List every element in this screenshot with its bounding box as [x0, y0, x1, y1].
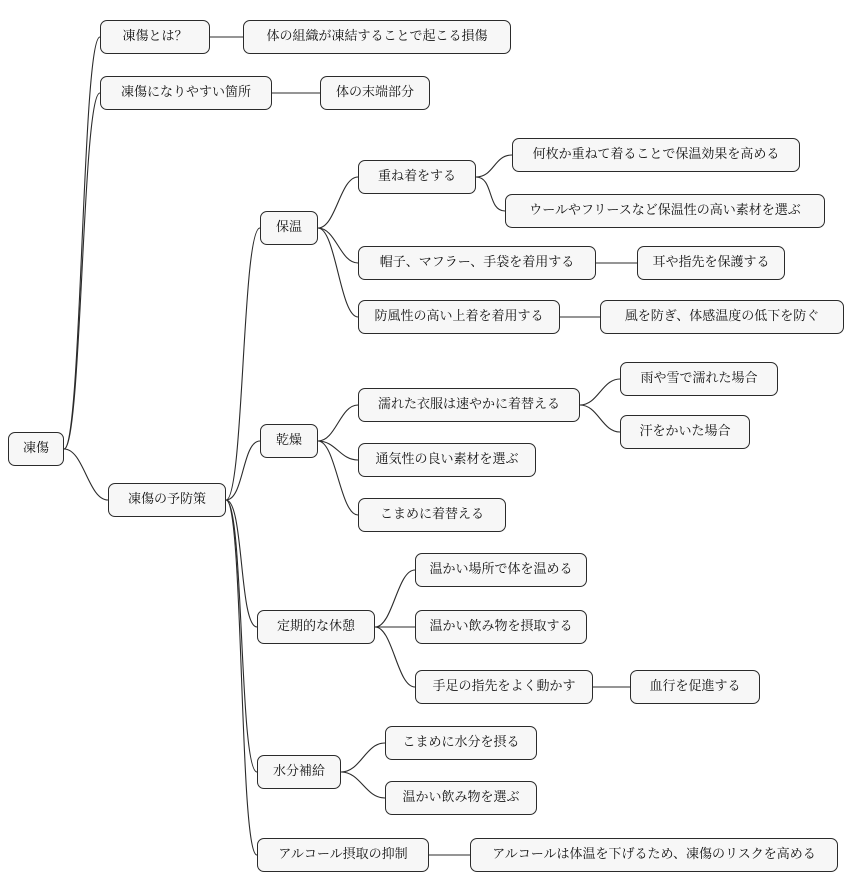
mindmap-node-rest_d1: 温かい場所で体を温める	[415, 553, 587, 587]
mindmap-node-wet_d2: 汗をかいた場合	[620, 415, 750, 449]
mindmap-node-wind_d: 風を防ぎ、体感温度の低下を防ぐ	[600, 300, 844, 334]
mindmap-node-alcohol: アルコール摂取の抑制	[257, 838, 429, 872]
mindmap-edge-prevent-to-water	[226, 500, 257, 772]
mindmap-node-prevent: 凍傷の予防策	[108, 483, 226, 517]
mindmap-node-layer: 重ね着をする	[358, 160, 476, 194]
mindmap-edge-water-to-water_d2	[341, 772, 385, 798]
mindmap-edge-root-to-what	[64, 37, 100, 449]
mindmap-node-wet_d1: 雨や雪で濡れた場合	[620, 362, 778, 396]
mindmap-node-what: 凍傷とは？	[100, 20, 210, 54]
mindmap-node-what_d: 体の組織が凍結することで起こる損傷	[243, 20, 511, 54]
mindmap-edge-prevent-to-alcohol	[226, 500, 257, 855]
mindmap-node-layer_d2: ウールやフリースなど保温性の高い素材を選ぶ	[505, 194, 825, 228]
mindmap-edge-prevent-to-rest	[226, 500, 257, 627]
mindmap-node-area_d: 体の末端部分	[320, 76, 430, 110]
mindmap-node-root: 凍傷	[8, 432, 64, 466]
mindmap-node-wet: 濡れた衣服は速やかに着替える	[358, 388, 580, 422]
mindmap-node-area: 凍傷になりやすい箇所	[100, 76, 272, 110]
mindmap-node-often: こまめに着替える	[358, 498, 506, 532]
mindmap-node-rest_d3_d: 血行を促進する	[630, 670, 760, 704]
mindmap-node-water_d1: こまめに水分を摂る	[385, 726, 537, 760]
mindmap-node-dry: 乾燥	[260, 424, 318, 458]
mindmap-edge-layer-to-layer_d1	[476, 155, 512, 177]
mindmap-edge-wet-to-wet_d2	[580, 405, 620, 432]
mindmap-node-rest_d3: 手足の指先をよく動かす	[415, 670, 593, 704]
mindmap-edge-water-to-water_d1	[341, 743, 385, 772]
mindmap-edge-root-to-area	[64, 93, 100, 449]
mindmap-node-wind: 防風性の高い上着を着用する	[358, 300, 560, 334]
mindmap-node-acc_d: 耳や指先を保護する	[637, 246, 785, 280]
mindmap-node-warm: 保温	[260, 211, 318, 245]
mindmap-node-acc: 帽子、マフラー、手袋を着用する	[358, 246, 596, 280]
mindmap-edge-dry-to-wet	[318, 405, 358, 441]
mindmap-edge-wet-to-wet_d1	[580, 379, 620, 405]
mindmap-edge-rest-to-rest_d1	[375, 570, 415, 627]
mindmap-node-rest: 定期的な休憩	[257, 610, 375, 644]
mindmap-edge-prevent-to-warm	[226, 228, 260, 500]
mindmap-node-breath: 通気性の良い素材を選ぶ	[358, 443, 536, 477]
mindmap-edge-dry-to-breath	[318, 441, 358, 460]
mindmap-node-layer_d1: 何枚か重ねて着ることで保温効果を高める	[512, 138, 800, 172]
mindmap-edge-warm-to-wind	[318, 228, 358, 317]
mindmap-edge-warm-to-acc	[318, 228, 358, 263]
mindmap-node-water_d2: 温かい飲み物を選ぶ	[385, 781, 537, 815]
mindmap-edge-root-to-prevent	[64, 449, 108, 500]
mindmap-edge-warm-to-layer	[318, 177, 358, 228]
mindmap-node-rest_d2: 温かい飲み物を摂取する	[415, 610, 587, 644]
mindmap-edge-rest-to-rest_d3	[375, 627, 415, 687]
mindmap-node-water: 水分補給	[257, 755, 341, 789]
mindmap-edge-dry-to-often	[318, 441, 358, 515]
mindmap-node-alcohol_d: アルコールは体温を下げるため、凍傷のリスクを高める	[470, 838, 838, 872]
mindmap-edge-layer-to-layer_d2	[476, 177, 505, 211]
mindmap-edge-prevent-to-dry	[226, 441, 260, 500]
